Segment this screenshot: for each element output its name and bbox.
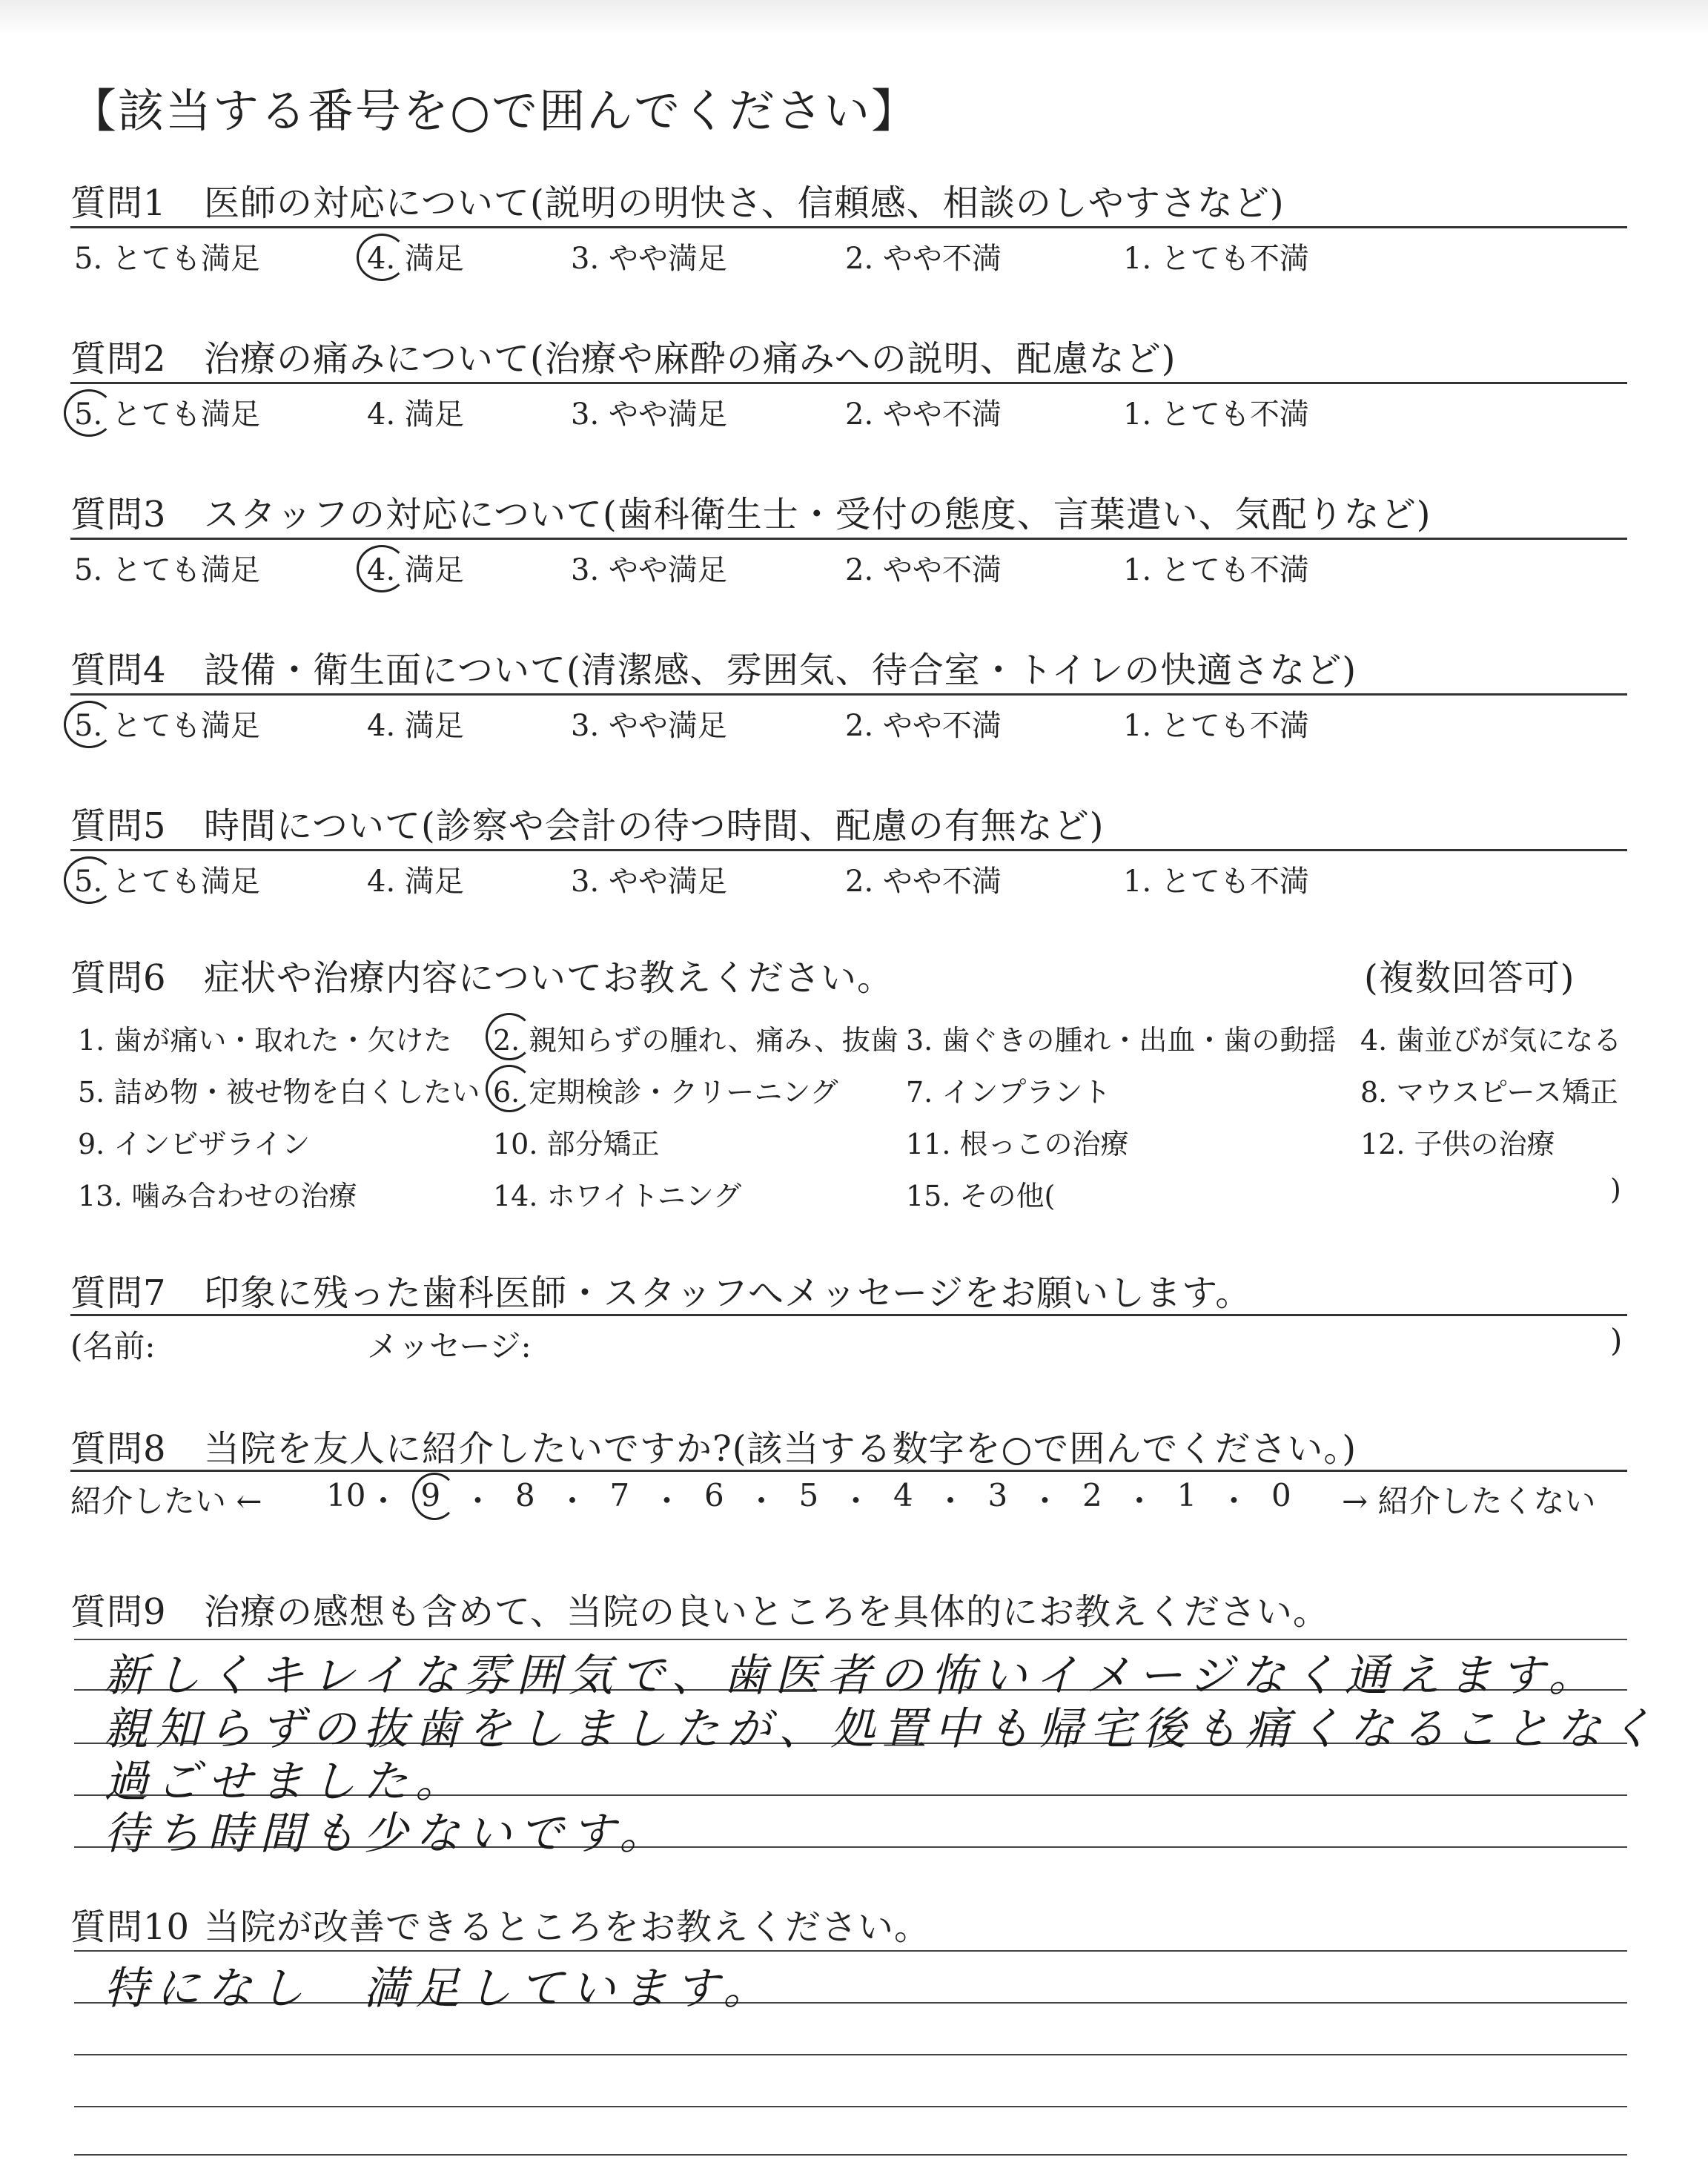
q9-answer-line-2: 親知らずの抜歯をしましたが、処置中も帰宅後も痛くなることなく [104,1703,1661,1755]
q1-option-1[interactable]: 1. とても不満 [1123,242,1309,276]
selection-circle [64,389,114,437]
q3-heading [70,486,1431,537]
q4-number: 質問4 [70,650,167,691]
q7-message-label: メッセージ: [367,1328,532,1364]
q2-rule [70,382,1627,384]
q8-separator: ・ [840,1483,872,1519]
q6-note: (複数回答可) [1364,957,1575,999]
q1-text: 医師の対応について(説明の明快さ、信頼感、相談のしやすさなど) [204,182,1285,224]
q1-option-4[interactable]: 4. 満足 [367,242,464,276]
q5-option-5[interactable]: 5. とても満足 [74,865,260,899]
q1-number: 質問1 [70,182,167,224]
selection-circle [486,1065,533,1112]
selection-circle [64,856,114,904]
q5-text: 時間について(診察や会計の待つ時間、配慮の有無など) [204,805,1105,847]
q8-scale-3[interactable]: 3 [987,1477,1008,1513]
q4-option-2[interactable]: 2. やや不満 [845,709,1002,743]
q6-other-close-paren: ) [1610,1173,1621,1206]
q1-option-2[interactable]: 2. やや不満 [845,242,1002,276]
q10-line-4 [74,2106,1627,2107]
q8-scale-8[interactable]: 8 [515,1477,535,1513]
q8-separator: ・ [651,1483,683,1519]
scan-top-edge [0,0,1708,36]
q4-option-5[interactable]: 5. とても満足 [74,709,260,743]
q8-scale-1[interactable]: 1 [1176,1477,1197,1513]
q8-separator: ・ [1124,1483,1156,1519]
q9-answer-line-3: 過ごせました。 [104,1756,467,1808]
q8-separator: ・ [746,1483,778,1519]
selection-circle [412,1473,457,1520]
q3-text: スタッフの対応について(歯科衛生士・受付の態度、言葉遣い、気配りなど) [204,494,1431,535]
q8-left-label: 紹介したい ← [70,1483,262,1519]
q8-scale-6[interactable]: 6 [704,1477,724,1513]
q9-heading [70,1583,1329,1634]
q8-right-label: → 紹介したくない [1342,1483,1596,1519]
q1-heading [70,174,1285,225]
q10-line-3 [74,2054,1627,2055]
q6-option-7[interactable]: 7. インプラント [906,1076,1111,1109]
q3-option-5[interactable]: 5. とても満足 [74,553,260,587]
q2-text: 治療の痛みについて(治療や麻酔の痛みへの説明、配慮など) [204,338,1176,380]
q8-number: 質問8 [70,1428,167,1470]
q6-option-14[interactable]: 14. ホワイトニング [493,1180,742,1212]
q3-option-2[interactable]: 2. やや不満 [845,553,1002,587]
q5-heading [70,797,1105,848]
q5-number: 質問5 [70,805,167,847]
q2-option-3[interactable]: 3. やや満足 [571,397,727,432]
q5-rule [70,849,1627,851]
q3-option-4[interactable]: 4. 満足 [367,553,464,587]
q2-option-1[interactable]: 1. とても不満 [1123,397,1309,432]
q6-option-4[interactable]: 4. 歯並びが気になる [1360,1024,1622,1057]
q6-option-15[interactable]: 15. その他( [906,1180,1056,1212]
q1-rule [70,226,1627,228]
q6-option-12[interactable]: 12. 子供の治療 [1360,1128,1555,1160]
q7-number: 質問7 [70,1272,167,1314]
q6-option-5[interactable]: 5. 詰め物・被せ物を白くしたい [78,1076,480,1109]
selection-circle [486,1013,533,1060]
q6-option-3[interactable]: 3. 歯ぐきの腫れ・出血・歯の動揺 [906,1024,1337,1057]
q4-heading [70,641,1357,693]
q8-separator: ・ [935,1483,967,1519]
q8-separator: ・ [462,1483,494,1519]
q10-line-5 [74,2154,1627,2156]
q1-option-5[interactable]: 5. とても満足 [74,242,260,276]
q3-rule [70,538,1627,540]
q8-rule [70,1470,1627,1472]
q6-option-13[interactable]: 13. 噛み合わせの治療 [78,1180,357,1212]
q4-rule [70,693,1627,696]
q5-option-1[interactable]: 1. とても不満 [1123,865,1309,899]
q8-scale-9[interactable]: 9 [420,1477,441,1513]
q6-option-2[interactable]: 2. 親知らずの腫れ、痛み、抜歯 [493,1024,898,1057]
q7-text: 印象に残った歯科医師・スタッフへメッセージをお願いします。 [204,1272,1252,1314]
q10-heading [70,1898,930,1949]
q7-name-label: (名前: [70,1328,156,1364]
q7-close-paren: ) [1610,1322,1623,1358]
q5-option-4[interactable]: 4. 満足 [367,865,464,899]
q3-option-3[interactable]: 3. やや満足 [571,553,727,587]
q6-option-9[interactable]: 9. インビザライン [78,1128,311,1160]
q6-option-11[interactable]: 11. 根っこの治療 [906,1128,1129,1160]
q8-scale-2[interactable]: 2 [1082,1477,1102,1513]
selection-circle [357,545,407,592]
q8-scale-0[interactable]: 0 [1271,1477,1291,1513]
q6-number: 質問6 [70,957,167,999]
q8-scale-10[interactable]: 10 [326,1477,366,1513]
page-title: 【該当する番号を○で囲んでください】 [70,84,919,138]
q6-heading [70,949,893,1000]
selection-circle [64,701,114,748]
q2-number: 質問2 [70,338,167,380]
q6-text: 症状や治療内容についてお教えください。 [204,957,894,999]
q5-option-3[interactable]: 3. やや満足 [571,865,727,899]
q10-line-1 [74,1950,1627,1952]
q6-option-10[interactable]: 10. 部分矯正 [493,1128,660,1160]
q2-heading [70,330,1176,381]
q8-separator: ・ [557,1483,589,1519]
q10-answer-line-1: 特になし 満足しています。 [104,1963,775,2015]
q8-scale-4[interactable]: 4 [893,1477,913,1513]
q2-option-5[interactable]: 5. とても満足 [74,397,260,432]
selection-circle [357,234,407,281]
q8-heading [70,1420,1357,1471]
q8-scale-5[interactable]: 5 [798,1477,819,1513]
q8-separator: ・ [1218,1483,1250,1519]
q2-option-4[interactable]: 4. 満足 [367,397,464,432]
q9-number: 質問9 [70,1591,167,1633]
q8-separator: ・ [1029,1483,1061,1519]
q9-answer-line-1: 新しくキレイな雰囲気で、歯医者の怖いイメージなく通えます。 [104,1650,1601,1702]
q6-option-8[interactable]: 8. マウスピース矯正 [1360,1076,1618,1109]
q3-option-1[interactable]: 1. とても不満 [1123,553,1309,587]
q4-option-4[interactable]: 4. 満足 [367,709,464,743]
q8-text: 当院を友人に紹介したいですか?(該当する数字を○で囲んでください。) [204,1428,1357,1470]
q10-text: 当院が改善できるところをお教えください。 [204,1906,931,1948]
q4-option-3[interactable]: 3. やや満足 [571,709,727,743]
q7-heading [70,1264,1251,1315]
q6-option-6[interactable]: 6. 定期検診・クリーニング [493,1076,838,1109]
q1-option-3[interactable]: 3. やや満足 [571,242,727,276]
q8-separator: ・ [368,1483,400,1519]
q9-answer-line-4: 待ち時間も少ないです。 [104,1808,672,1860]
q7-rule [70,1314,1627,1316]
q6-option-1[interactable]: 1. 歯が痛い・取れた・欠けた [78,1024,452,1057]
q10-number: 質問10 [70,1906,191,1948]
q3-number: 質問3 [70,494,167,535]
q5-option-2[interactable]: 2. やや不満 [845,865,1002,899]
q8-scale-7[interactable]: 7 [609,1477,630,1513]
q9-text: 治療の感想も含めて、当院の良いところを具体的にお教えください。 [204,1591,1330,1633]
q4-text: 設備・衛生面について(清潔感、雰囲気、待合室・トイレの快適さなど) [204,650,1357,691]
q4-option-1[interactable]: 1. とても不満 [1123,709,1309,743]
q2-option-2[interactable]: 2. やや不満 [845,397,1002,432]
